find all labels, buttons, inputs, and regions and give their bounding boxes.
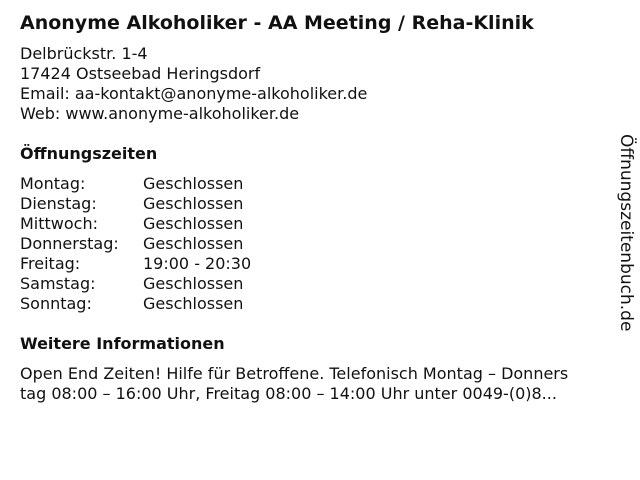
day-hours: Geschlossen bbox=[143, 194, 244, 213]
side-brand-watermark: Öffnungszeitenbuch.de bbox=[616, 134, 636, 332]
hours-row-thursday bbox=[20, 234, 251, 254]
street-address: Delbrückstr. 1-4 bbox=[20, 44, 148, 63]
day-label: Dienstag: bbox=[20, 194, 97, 213]
hours-row-saturday bbox=[20, 274, 251, 294]
hours-row-sunday bbox=[20, 294, 251, 314]
day-hours: Geschlossen bbox=[143, 294, 244, 313]
day-label: Freitag: bbox=[20, 254, 81, 273]
email-line: Email: aa-kontakt@anonyme-alkoholiker.de bbox=[20, 84, 368, 103]
more-info-line: tag 08:00 – 16:00 Uhr, Freitag 08:00 – 14:00 Uhr unter 0049-(0)8... bbox=[20, 384, 557, 403]
hours-row-tuesday bbox=[20, 194, 251, 214]
hours-row-monday bbox=[20, 174, 251, 194]
day-hours: 19:00 - 20:30 bbox=[143, 254, 252, 273]
web-line: Web: www.anonyme-alkoholiker.de bbox=[20, 104, 300, 123]
address-block bbox=[20, 44, 367, 124]
day-label: Montag: bbox=[20, 174, 86, 193]
day-label: Donnerstag: bbox=[20, 234, 119, 253]
city-address: 17424 Ostseebad Heringsdorf bbox=[20, 64, 261, 83]
more-info-text bbox=[20, 364, 624, 404]
day-label: Samstag: bbox=[20, 274, 96, 293]
day-hours: Geschlossen bbox=[143, 274, 244, 293]
day-hours: Geschlossen bbox=[143, 234, 244, 253]
hours-row-friday bbox=[20, 254, 251, 274]
opening-hours-table bbox=[20, 174, 251, 314]
more-info-line: Open End Zeiten! Hilfe für Betroffene. Telefonisch Montag – Donners bbox=[20, 364, 569, 383]
day-label: Mittwoch: bbox=[20, 214, 98, 233]
more-info-heading: Weitere Informationen bbox=[20, 334, 225, 353]
day-hours: Geschlossen bbox=[143, 214, 244, 233]
hours-row-wednesday bbox=[20, 214, 251, 234]
day-label: Sonntag: bbox=[20, 294, 92, 313]
page-title: Anonyme Alkoholiker - AA Meeting / Reha-Klinik bbox=[20, 12, 534, 34]
day-hours: Geschlossen bbox=[143, 174, 244, 193]
opening-hours-heading: Öffnungszeiten bbox=[20, 144, 158, 163]
